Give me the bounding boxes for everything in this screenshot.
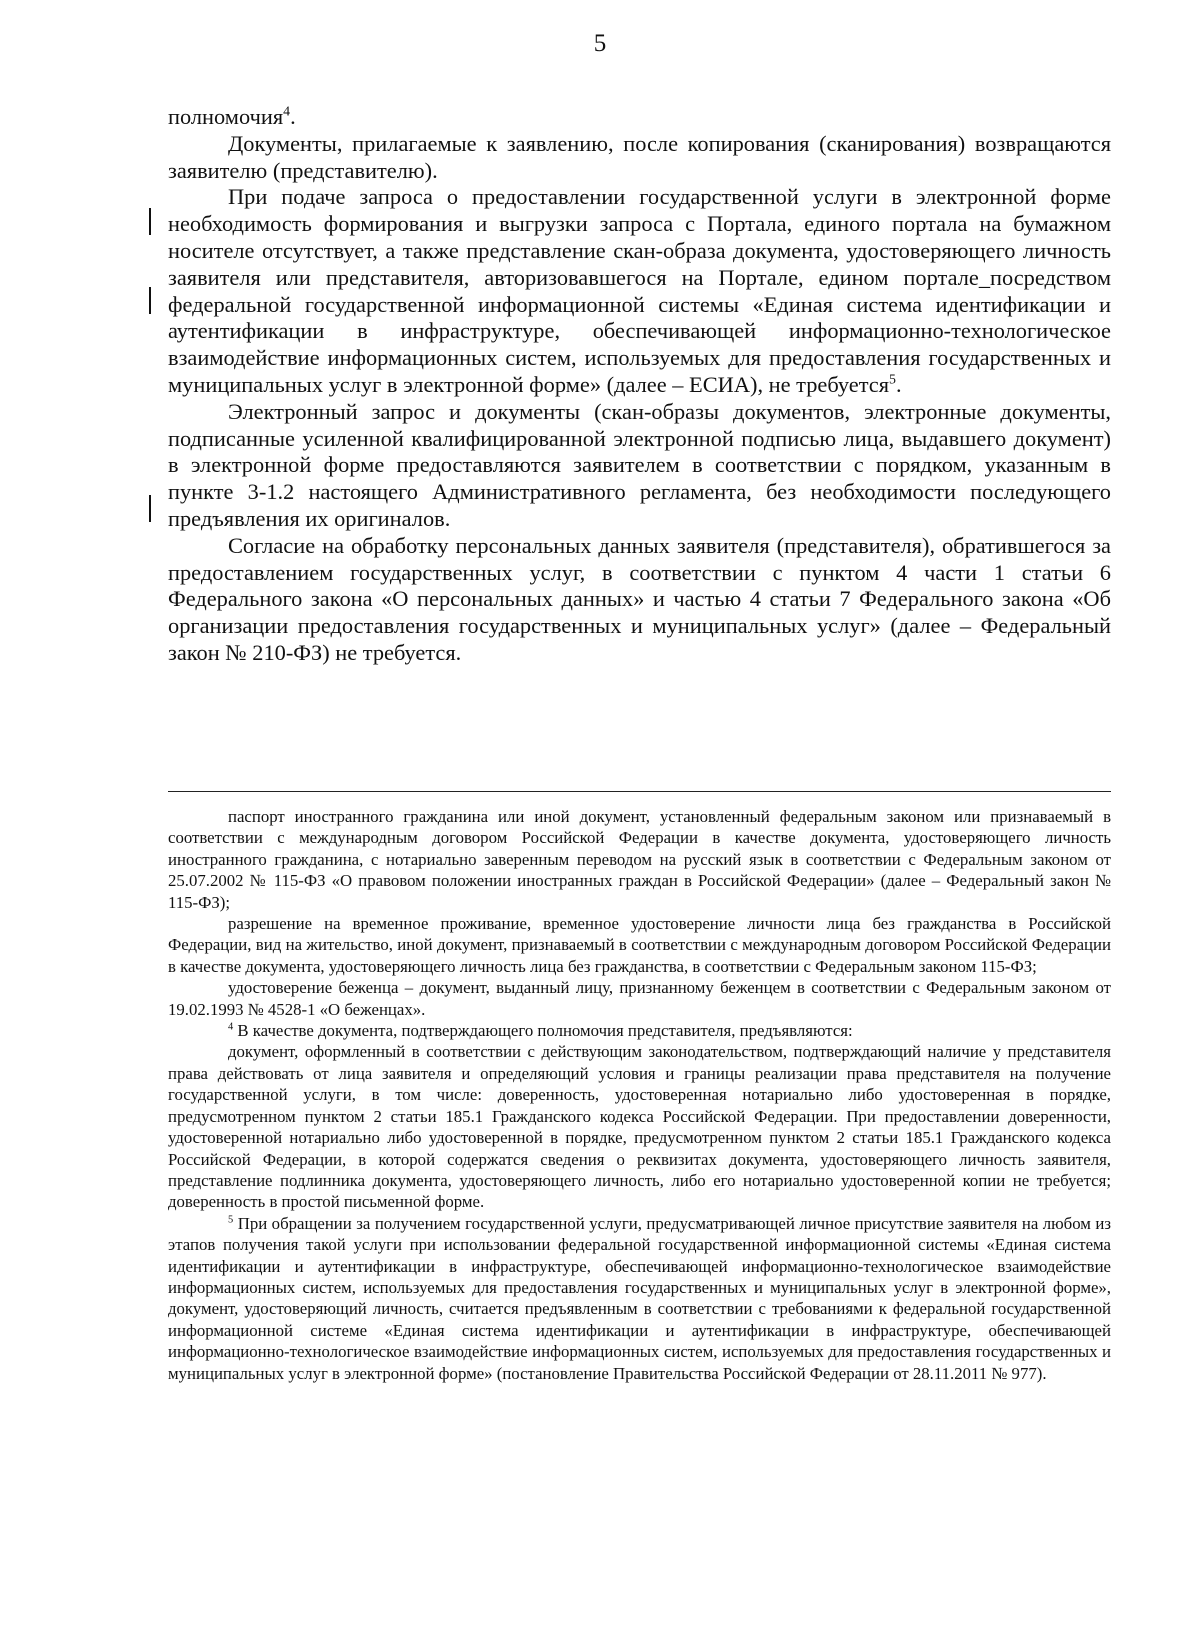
body-paragraph: полномочия$^4$.	[168, 104, 296, 129]
footnote-ref: 5	[889, 372, 896, 388]
page-number: 5	[593, 30, 607, 57]
footnote-ref: 4	[283, 104, 291, 120]
body-paragraph: Документы, прилагаемые к заявлению, после копирования (сканирования) возвращаются заявителю (представителю).	[168, 130, 1111, 183]
body-paragraph: Согласие на обработку персональных данных заявителя (представителя), обратившегося за предоставлением государственных услуг, в соответствии с пунктом 4 части 1 статьи 6 Федерального закона «О персональных данных» и частью 4 статьи 7 Федерального закона «Об организации предоставления государственных и муниципальных услуг» (далее – Федеральный закон № 210-ФЗ) не требуется.	[168, 532, 1111, 665]
footnote-marker: 4	[228, 1021, 234, 1033]
footnote-paragraph: разрешение на временное проживание, временное удостоверение личности лица без гражданства в Российской Федерации, вид на жительство, иной документ, признаваемый в соответствии с международным договором Российской Федерации в качестве документа, удостоверяющего личность лица без гражданства, в соответствии с Федеральным законом 115-ФЗ;	[168, 914, 1111, 976]
footnote-paragraph: документ, оформленный в соответствии с действующим законодательством, подтверждающий наличие у представителя права действовать от лица заявителя и определяющий условия и границы реализации права представителя на получение государственной услуги, в том числе: доверенность, удостоверенная нотариально либо удостоверенная в порядке, предусмотренном пунктом 2 статьи 185.1 Гражданского кодекса Российской Федерации. При предоставлении доверенности, удостоверенной нотариально либо удостоверенной в порядке, предусмотренном пунктом 2 статьи 185.1 Гражданского кодекса Российской Федерации, в которой содержатся сведения о реквизитах документа, удостоверяющего личность заявителя, представление подлинника документа, удостоверяющего личность, либо его нотариально удостоверенной копии не требуется; доверенность в простой письменной форме.	[168, 1042, 1111, 1212]
footnote-paragraph: удостоверение беженца – документ, выданный лицу, признанному беженцем в соответствии с Федеральным законом от 19.02.1993 № 4528-1 «О беженцах».	[168, 978, 1111, 1019]
footnote-separator	[168, 791, 1111, 792]
footnotes	[168, 806, 1111, 1384]
footnote-marker: 5	[228, 1214, 234, 1226]
footnote-4: $^4$ В качестве документа, подтверждающего полномочия представителя, предъявляются:	[228, 1021, 853, 1041]
body-paragraph: Электронный запрос и документы (скан-образы документов, электронные документы, подписанные усиленной квалифицированной электронной подписью лица, выдавшего документ) в электронной форме предоставляются заявителем в соответствии с порядком, указанным в пункте 3-1.2 настоящего Административного регламента, без необходимости последующего предъявления их оригиналов.	[168, 398, 1111, 531]
revision-bar	[149, 495, 151, 522]
footnote-5: $^5$ При обращении за получением государственной услуги, предусматривающей личное присутствие заявителя на любом из этапов получения такой услуги при использовании федеральной государственной информационной системы «Единая система идентификации и аутентификации в инфраструктуре, обеспечивающей информационно-технологическое взаимодействие информационных систем, используемых для предоставления государственных и муниципальных услуг в электронной форме», документ, удостоверяющий личность, считается предъявленным в соответствии с требованиями к федеральной государственной информационной системе «Единая система идентификации и аутентификации в инфраструктуре, обеспечивающей информационно-технологическое взаимодействие информационных систем, используемых для предоставления государственных и муниципальных услуг в электронной форме» (постановление Правительства Российской Федерации от 28.11.2011 № 977).	[168, 1213, 1111, 1383]
revision-bar	[149, 287, 151, 314]
revision-bar	[149, 208, 151, 235]
body-paragraph: При подаче запроса о предоставлении государственной услуги в электронной форме необходимость формирования и выгрузки запроса с Портала, единого портала на бумажном носителе отсутствует, а также представление скан-образа документа, удостоверяющего личность заявителя или представителя, авторизовавшегося на Портале, едином портале_посредством федеральной государственной информационной системы «Единая система идентификации и аутентификации в инфраструктуре, обеспечивающей информационно-технологическое взаимодействие информационных систем, используемых для предоставления государственных и муниципальных услуг в электронной форме» (далее – ЕСИА), не требуется$^5$.	[168, 184, 1111, 397]
main-text	[168, 104, 1111, 667]
footnote-paragraph: паспорт иностранного гражданина или иной документ, установленный федеральным законом или признаваемый в соответствии с международным договором Российской Федерации в качестве документа, удостоверяющего личность иностранного гражданина, с нотариально заверенным переводом на русский язык в соответствии с Федеральным законом от 25.07.2002 № 115-ФЗ «О правовом положении иностранных граждан в Российской Федерации» (далее – Федеральный закон № 115-ФЗ);	[168, 807, 1111, 912]
